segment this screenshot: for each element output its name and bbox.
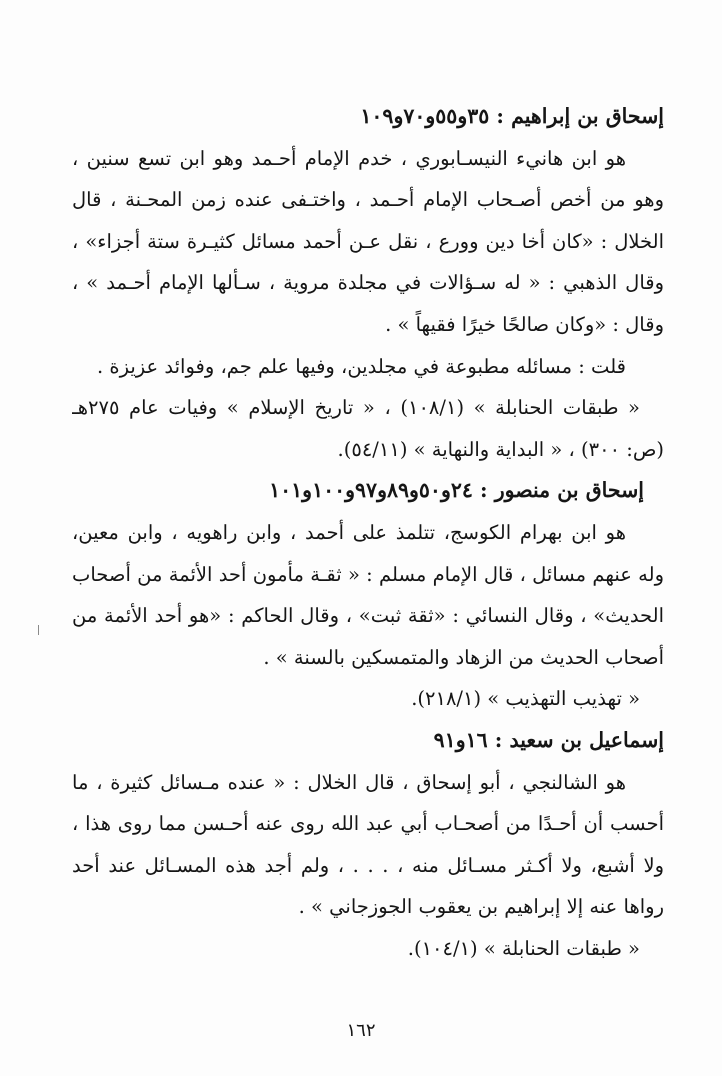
entry-text-line: الخلال : «كان أخا دين وورع ، نقل عـن أحمد مسائل كثيـرة ستة أجزاء» ،	[72, 229, 664, 253]
entry-text-line: هو ابن هانيء النيسـابوري ، خدم الإمام أحـمد وهو ابن تسع سنين ،	[72, 146, 626, 170]
entry-reference-line: « طبقات الحنابلة » (١٠٤/١).	[407, 936, 640, 960]
entry-heading-ishaq-ibn-ibrahim: إسحاق بن إبراهيم : ٣٥و٥٥و٧٠و١٠٩	[360, 104, 664, 128]
entry-text-line: وهو من أخص أصـحاب الإمام أحـمد ، واختـفى عنده زمن المحـنة ، قال	[72, 188, 664, 212]
entry-text-line: هو ابن بهرام الكوسج، تتلمذ على أحمد ، وابن راهويه ، وابن معين،	[72, 520, 626, 544]
entry-reference-line: (ص: ٣٠٠) ، « البداية والنهاية » (٥٤/١١).	[337, 437, 664, 461]
entry-heading-ismail-ibn-said: إسماعيل بن سعيد : ١٦و٩١	[433, 727, 664, 752]
entry-reference-line: « تهذيب التهذيب » (٢١٨/١).	[411, 687, 640, 711]
entry-text-line: وله عنهم مسائل ، قال الإمام مسلم : « ثقـة مأمون أحد الأئمة من أصحاب	[72, 562, 664, 586]
entry-text-line: أصحاب الحديث من الزهاد والمتمسكين بالسنة » .	[263, 645, 664, 669]
entry-text-line: هو الشالنجي ، أبو إسحاق ، قال الخلال : « عنده مـسائل كثيرة ، ما	[72, 770, 626, 794]
entry-text-line: وقال : «وكان صالحًا خيرًا فقيهاً » .	[385, 312, 664, 336]
entry-text-line: رواها عنه إلا إبراهيم بن يعقوب الجوزجاني » .	[298, 895, 664, 919]
page-body	[72, 96, 664, 969]
entry-text-line: ولا أشبع، ولا أكـثر مسـائل منه ، . . . ، ولم أجد هذه المسـائل عند أحد	[72, 853, 664, 877]
margin-mark	[38, 625, 39, 635]
entry-text-line: أحسب أن أحـدًا من أصحـاب أبي عبد الله روى عنه أحـسن مما روى هذا ،	[72, 812, 664, 836]
entry-heading-ishaq-ibn-mansur: إسحاق بن منصور : ٢٤و٥٠و٨٩و٩٧و١٠٠و١٠١	[269, 478, 644, 503]
entry-reference-line: « طبقات الحنابلة » (١٠٨/١) ، « تاريخ الإسلام » وفيات عام ٢٧٥هـ	[72, 396, 640, 420]
page-number: ١٦٢	[346, 1020, 376, 1041]
entry-note-line: قلت : مسائله مطبوعة في مجلدين، وفيها علم جم، وفوائد عزيزة .	[97, 354, 626, 378]
entry-text-line: وقال الذهبي : « له سـؤالات في مجلدة مروية ، سـألها الإمام أحـمد » ،	[72, 271, 664, 295]
entry-text-line: الحديث» ، وقال النسائي : «ثقة ثبت» ، وقال الحاكم : «هو أحد الأئمة من	[72, 604, 664, 628]
